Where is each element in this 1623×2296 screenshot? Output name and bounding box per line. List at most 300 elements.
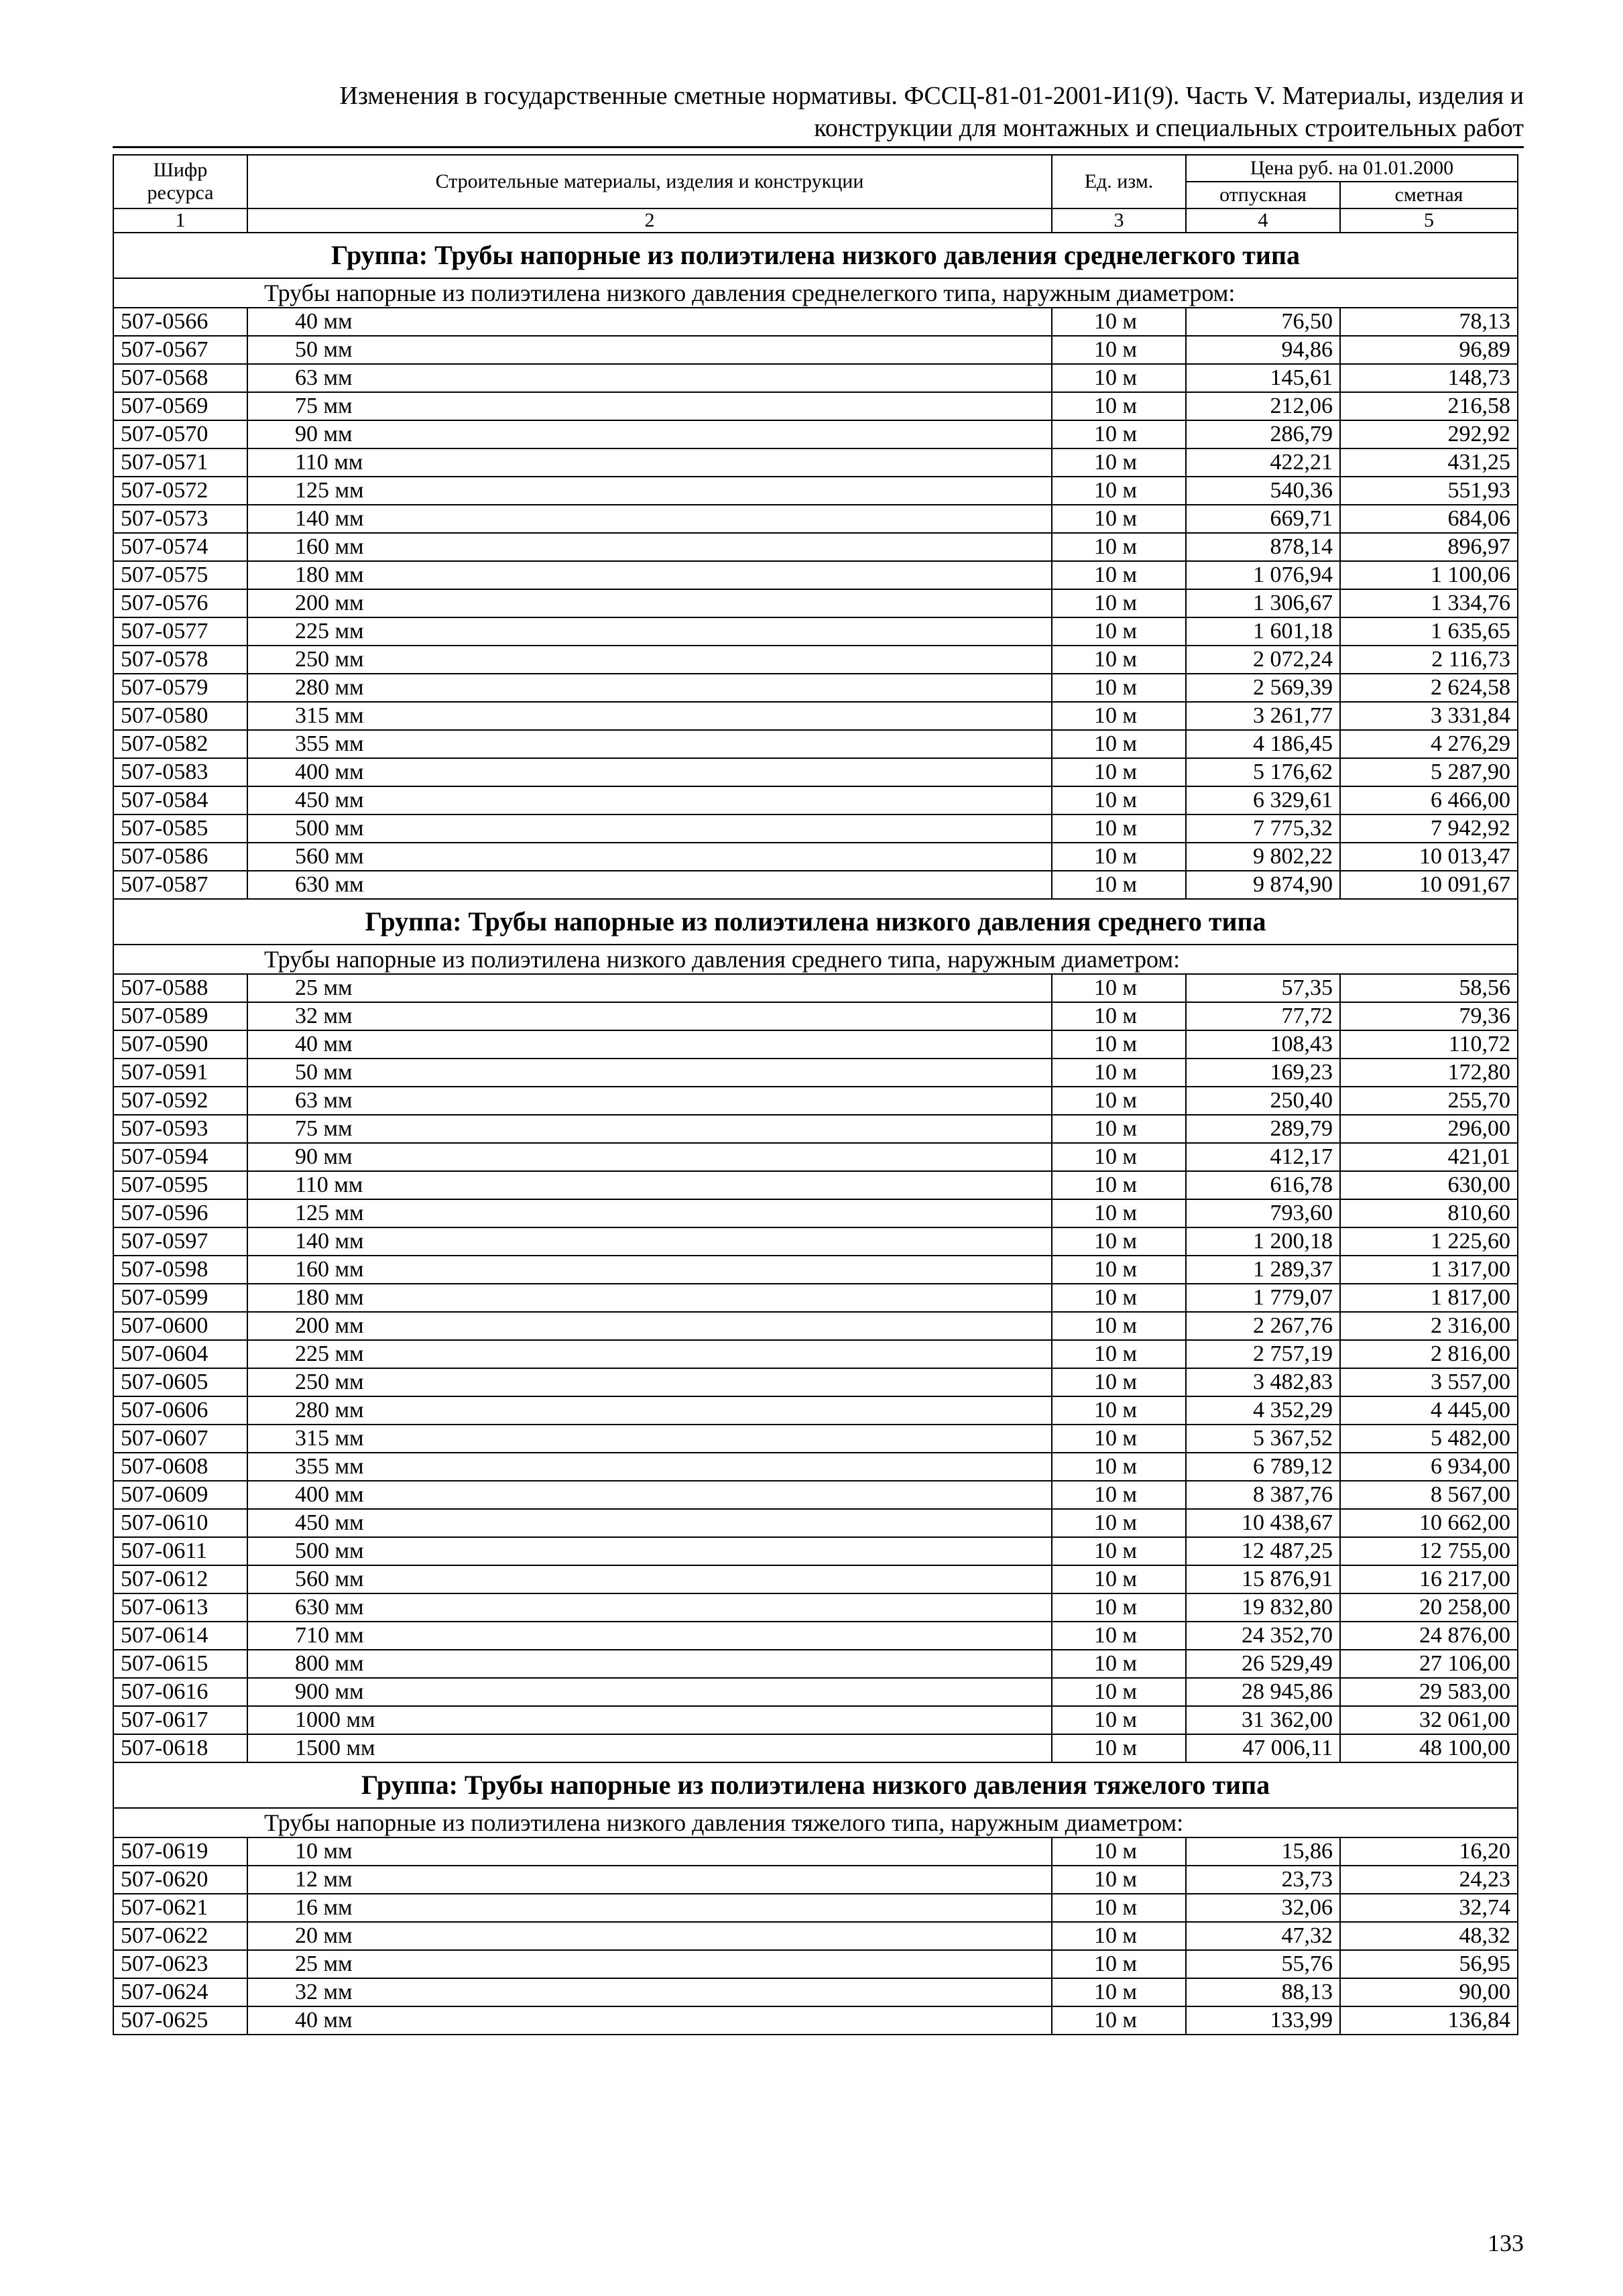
resource-code-cell: 507-0597 [113,1227,247,1256]
estimate-price-cell: 6 466,00 [1340,786,1518,814]
release-price-cell: 3 261,77 [1186,702,1340,730]
unit-cell: 10 м [1052,1734,1186,1762]
column-header-estimate-price: сметная [1340,182,1518,208]
material-name-cell: 280 мм [247,1396,1052,1425]
unit-cell: 10 м [1052,1565,1186,1593]
unit-cell: 10 м [1052,1866,1186,1894]
unit-cell: 10 м [1052,730,1186,758]
resource-code-cell: 507-0592 [113,1087,247,1115]
table-row [113,1368,1518,1396]
unit-cell: 10 м [1052,1922,1186,1950]
resource-code-cell: 507-0566 [113,308,247,336]
unit-cell: 10 м [1052,2006,1186,2035]
resource-code-cell: 507-0569 [113,392,247,420]
table-row [113,1284,1518,1312]
unit-cell: 10 м [1052,561,1186,589]
estimate-price-cell: 896,97 [1340,533,1518,561]
unit-cell: 10 м [1052,1396,1186,1425]
estimate-price-cell: 32 061,00 [1340,1706,1518,1734]
table-row [113,974,1518,1002]
table-row [113,364,1518,392]
resource-code-cell: 507-0583 [113,758,247,786]
estimate-price-cell: 10 662,00 [1340,1509,1518,1537]
estimate-price-cell: 810,60 [1340,1199,1518,1227]
resource-code-cell: 507-0568 [113,364,247,392]
estimate-price-cell: 3 557,00 [1340,1368,1518,1396]
estimate-price-cell: 6 934,00 [1340,1453,1518,1481]
resource-code-cell: 507-0624 [113,1978,247,2006]
page-number: 133 [1488,2230,1524,2256]
release-price-cell: 616,78 [1186,1171,1340,1199]
estimate-price-cell: 78,13 [1340,308,1518,336]
estimate-price-cell: 1 225,60 [1340,1227,1518,1256]
material-name-cell: 200 мм [247,589,1052,617]
estimate-price-cell: 48 100,00 [1340,1734,1518,1762]
unit-cell: 10 м [1052,364,1186,392]
table-row [113,1650,1518,1678]
resource-code-cell: 507-0578 [113,646,247,674]
estimate-price-cell: 110,72 [1340,1030,1518,1059]
release-price-cell: 6 329,61 [1186,786,1340,814]
column-number: 2 [247,208,1052,233]
release-price-cell: 5 176,62 [1186,758,1340,786]
table-row [113,336,1518,364]
material-name-cell: 355 мм [247,730,1052,758]
release-price-cell: 23,73 [1186,1866,1340,1894]
material-name-cell: 110 мм [247,1171,1052,1199]
resource-code-cell: 507-0580 [113,702,247,730]
estimate-price-cell: 1 817,00 [1340,1284,1518,1312]
table-row [113,505,1518,533]
release-price-cell: 10 438,67 [1186,1509,1340,1537]
release-price-cell: 26 529,49 [1186,1650,1340,1678]
table-row [113,1425,1518,1453]
estimate-price-cell: 172,80 [1340,1059,1518,1087]
resource-code-cell: 507-0617 [113,1706,247,1734]
estimate-price-cell: 8 567,00 [1340,1481,1518,1509]
resource-code-cell: 507-0585 [113,814,247,843]
table-row [113,392,1518,420]
resource-code-cell: 507-0605 [113,1368,247,1396]
material-name-cell: 250 мм [247,646,1052,674]
material-name-cell: 450 мм [247,786,1052,814]
release-price-cell: 88,13 [1186,1978,1340,2006]
unit-cell: 10 м [1052,1706,1186,1734]
resource-code-cell: 507-0586 [113,843,247,871]
resource-code-cell: 507-0570 [113,420,247,448]
table-row [113,1227,1518,1256]
table-row [113,477,1518,505]
material-name-cell: 315 мм [247,702,1052,730]
release-price-cell: 669,71 [1186,505,1340,533]
table-row [113,1143,1518,1171]
resource-code-cell: 507-0621 [113,1894,247,1922]
material-name-cell: 10 мм [247,1837,1052,1866]
estimate-price-cell: 5 482,00 [1340,1425,1518,1453]
table-row [113,1396,1518,1425]
material-name-cell: 12 мм [247,1866,1052,1894]
estimate-price-cell: 96,89 [1340,336,1518,364]
table-row [113,871,1518,899]
group-subtitle-row [113,1808,1518,1837]
release-price-cell: 12 487,25 [1186,1537,1340,1565]
release-price-cell: 540,36 [1186,477,1340,505]
release-price-cell: 76,50 [1186,308,1340,336]
material-name-cell: 160 мм [247,1256,1052,1284]
estimate-price-cell: 20 258,00 [1340,1593,1518,1622]
group-heading-row [113,899,1518,945]
unit-cell: 10 м [1052,1453,1186,1481]
column-number: 5 [1340,208,1518,233]
unit-cell: 10 м [1052,617,1186,646]
release-price-cell: 6 789,12 [1186,1453,1340,1481]
release-price-cell: 1 601,18 [1186,617,1340,646]
material-name-cell: 710 мм [247,1622,1052,1650]
material-name-cell: 50 мм [247,1059,1052,1087]
unit-cell: 10 м [1052,336,1186,364]
material-name-cell: 20 мм [247,1922,1052,1950]
unit-cell: 10 м [1052,420,1186,448]
unit-cell: 10 м [1052,1199,1186,1227]
material-name-cell: 200 мм [247,1312,1052,1340]
release-price-cell: 55,76 [1186,1950,1340,1978]
unit-cell: 10 м [1052,1002,1186,1030]
material-name-cell: 630 мм [247,1593,1052,1622]
unit-cell: 10 м [1052,392,1186,420]
document-header-line-1: Изменения в государственные сметные нормативы. ФССЦ-81-01-2001-И1(9). Часть V. Материалы, изделия и [339,82,1524,110]
group-subtitle: Трубы напорные из полиэтилена низкого давления среднелегкого типа, наружным диаметром: [113,278,1518,308]
release-price-cell: 47,32 [1186,1922,1340,1950]
release-price-cell: 289,79 [1186,1115,1340,1143]
resource-code-cell: 507-0594 [113,1143,247,1171]
material-name-cell: 560 мм [247,843,1052,871]
release-price-cell: 1 076,94 [1186,561,1340,589]
resource-code-cell: 507-0625 [113,2006,247,2035]
material-name-cell: 630 мм [247,871,1052,899]
resource-code-cell: 507-0614 [113,1622,247,1650]
table-row [113,1030,1518,1059]
material-name-cell: 1500 мм [247,1734,1052,1762]
estimate-price-cell: 79,36 [1340,1002,1518,1030]
estimate-price-cell: 3 331,84 [1340,702,1518,730]
table-row [113,1312,1518,1340]
release-price-cell: 19 832,80 [1186,1593,1340,1622]
estimate-price-cell: 12 755,00 [1340,1537,1518,1565]
resource-code-cell: 507-0590 [113,1030,247,1059]
table-row [113,1256,1518,1284]
release-price-cell: 108,43 [1186,1030,1340,1059]
release-price-cell: 32,06 [1186,1894,1340,1922]
resource-code-cell: 507-0620 [113,1866,247,1894]
table-row [113,702,1518,730]
material-name-cell: 500 мм [247,814,1052,843]
table-row [113,308,1518,336]
resource-code-cell: 507-0618 [113,1734,247,1762]
unit-cell: 10 м [1052,702,1186,730]
table-row [113,1894,1518,1922]
table-row [113,1922,1518,1950]
resource-code-cell: 507-0584 [113,786,247,814]
material-name-cell: 75 мм [247,392,1052,420]
unit-cell: 10 м [1052,1837,1186,1866]
table-row [113,814,1518,843]
table-row [113,1593,1518,1622]
release-price-cell: 169,23 [1186,1059,1340,1087]
column-header-name: Строительные материалы, изделия и конструкции [247,155,1052,208]
resource-code-cell: 507-0600 [113,1312,247,1340]
table-row [113,1002,1518,1030]
resource-code-cell: 507-0599 [113,1284,247,1312]
unit-cell: 10 м [1052,814,1186,843]
release-price-cell: 1 200,18 [1186,1227,1340,1256]
release-price-cell: 1 289,37 [1186,1256,1340,1284]
unit-cell: 10 м [1052,1537,1186,1565]
table-row [113,1837,1518,1866]
column-number-row [113,208,1518,233]
resource-code-cell: 507-0575 [113,561,247,589]
material-name-cell: 160 мм [247,533,1052,561]
table-row [113,1509,1518,1537]
release-price-cell: 7 775,32 [1186,814,1340,843]
estimate-price-cell: 16,20 [1340,1837,1518,1866]
estimate-price-cell: 1 334,76 [1340,589,1518,617]
release-price-cell: 5 367,52 [1186,1425,1340,1453]
estimate-price-cell: 216,58 [1340,392,1518,420]
unit-cell: 10 м [1052,1894,1186,1922]
material-name-cell: 40 мм [247,1030,1052,1059]
material-name-cell: 180 мм [247,1284,1052,1312]
material-name-cell: 25 мм [247,974,1052,1002]
table-row [113,1453,1518,1481]
unit-cell: 10 м [1052,1481,1186,1509]
table-row [113,1059,1518,1087]
table-row [113,1171,1518,1199]
unit-cell: 10 м [1052,646,1186,674]
resource-code-cell: 507-0606 [113,1396,247,1425]
material-name-cell: 140 мм [247,505,1052,533]
material-name-cell: 280 мм [247,674,1052,702]
unit-cell: 10 м [1052,448,1186,477]
unit-cell: 10 м [1052,533,1186,561]
unit-cell: 10 м [1052,786,1186,814]
resource-code-cell: 507-0577 [113,617,247,646]
resource-code-cell: 507-0588 [113,974,247,1002]
estimate-price-cell: 1 635,65 [1340,617,1518,646]
resource-code-cell: 507-0589 [113,1002,247,1030]
material-name-cell: 225 мм [247,1340,1052,1368]
release-price-cell: 57,35 [1186,974,1340,1002]
material-name-cell: 315 мм [247,1425,1052,1453]
table-row [113,1115,1518,1143]
table-row [113,533,1518,561]
estimate-price-cell: 5 287,90 [1340,758,1518,786]
table-row [113,1087,1518,1115]
unit-cell: 10 м [1052,1171,1186,1199]
estimate-price-cell: 421,01 [1340,1143,1518,1171]
resource-code-cell: 507-0567 [113,336,247,364]
estimate-price-cell: 56,95 [1340,1950,1518,1978]
release-price-cell: 2 569,39 [1186,674,1340,702]
material-name-cell: 63 мм [247,1087,1052,1115]
table-row [113,2006,1518,2035]
unit-cell: 10 м [1052,477,1186,505]
estimate-price-cell: 2 316,00 [1340,1312,1518,1340]
release-price-cell: 2 757,19 [1186,1340,1340,1368]
unit-cell: 10 м [1052,1509,1186,1537]
release-price-cell: 422,21 [1186,448,1340,477]
release-price-cell: 1 779,07 [1186,1284,1340,1312]
group-subtitle-row [113,945,1518,974]
release-price-cell: 412,17 [1186,1143,1340,1171]
document-header-line-2: конструкции для монтажных и специальных строительных работ [814,114,1524,142]
resource-code-cell: 507-0574 [113,533,247,561]
table-row [113,1734,1518,1762]
table-row [113,589,1518,617]
resource-code-cell: 507-0579 [113,674,247,702]
material-name-cell: 25 мм [247,1950,1052,1978]
material-name-cell: 450 мм [247,1509,1052,1537]
unit-cell: 10 м [1052,974,1186,1002]
unit-cell: 10 м [1052,1087,1186,1115]
resource-code-cell: 507-0622 [113,1922,247,1950]
estimate-price-cell: 48,32 [1340,1922,1518,1950]
material-name-cell: 225 мм [247,617,1052,646]
table-row [113,1706,1518,1734]
estimate-price-cell: 58,56 [1340,974,1518,1002]
release-price-cell: 9 874,90 [1186,871,1340,899]
unit-cell: 10 м [1052,843,1186,871]
resource-code-cell: 507-0610 [113,1509,247,1537]
release-price-cell: 878,14 [1186,533,1340,561]
column-header-price: Цена руб. на 01.01.2000 [1186,155,1518,182]
resource-code-cell: 507-0595 [113,1171,247,1199]
release-price-cell: 3 482,83 [1186,1368,1340,1396]
estimate-price-cell: 27 106,00 [1340,1650,1518,1678]
group-subtitle: Трубы напорные из полиэтилена низкого давления среднего типа, наружным диаметром: [113,945,1518,974]
estimate-price-cell: 10 013,47 [1340,843,1518,871]
material-name-cell: 125 мм [247,477,1052,505]
header-divider [113,146,1524,148]
material-name-cell: 50 мм [247,336,1052,364]
table-row [113,420,1518,448]
release-price-cell: 793,60 [1186,1199,1340,1227]
material-name-cell: 1000 мм [247,1706,1052,1734]
material-name-cell: 355 мм [247,1453,1052,1481]
resource-code-cell: 507-0609 [113,1481,247,1509]
estimate-price-cell: 24,23 [1340,1866,1518,1894]
table-row [113,1340,1518,1368]
table-body [113,233,1518,2035]
resource-code-cell: 507-0573 [113,505,247,533]
unit-cell: 10 м [1052,1340,1186,1368]
table-row [113,1537,1518,1565]
material-name-cell: 180 мм [247,561,1052,589]
table-header [113,155,1518,233]
table-row [113,843,1518,871]
resource-code-cell: 507-0604 [113,1340,247,1368]
resource-code-cell: 507-0607 [113,1425,247,1453]
estimate-price-cell: 431,25 [1340,448,1518,477]
group-title: Группа: Трубы напорные из полиэтилена низкого давления тяжелого типа [113,1762,1518,1808]
unit-cell: 10 м [1052,1950,1186,1978]
release-price-cell: 94,86 [1186,336,1340,364]
release-price-cell: 77,72 [1186,1002,1340,1030]
estimate-price-cell: 148,73 [1340,364,1518,392]
material-name-cell: 40 мм [247,308,1052,336]
group-title: Группа: Трубы напорные из полиэтилена низкого давления среднего типа [113,899,1518,945]
estimate-price-cell: 684,06 [1340,505,1518,533]
release-price-cell: 4 352,29 [1186,1396,1340,1425]
material-name-cell: 560 мм [247,1565,1052,1593]
resource-code-cell: 507-0608 [113,1453,247,1481]
release-price-cell: 15,86 [1186,1837,1340,1866]
release-price-cell: 15 876,91 [1186,1565,1340,1593]
table-row [113,786,1518,814]
estimate-price-cell: 296,00 [1340,1115,1518,1143]
group-heading-row [113,1762,1518,1808]
release-price-cell: 8 387,76 [1186,1481,1340,1509]
unit-cell: 10 м [1052,1425,1186,1453]
material-name-cell: 250 мм [247,1368,1052,1396]
resource-code-cell: 507-0587 [113,871,247,899]
release-price-cell: 9 802,22 [1186,843,1340,871]
unit-cell: 10 м [1052,505,1186,533]
group-heading-row [113,233,1518,278]
release-price-cell: 47 006,11 [1186,1734,1340,1762]
material-name-cell: 800 мм [247,1650,1052,1678]
estimate-price-cell: 2 624,58 [1340,674,1518,702]
estimate-price-cell: 551,93 [1340,477,1518,505]
resource-code-cell: 507-0613 [113,1593,247,1622]
table-row [113,1678,1518,1706]
estimate-price-cell: 255,70 [1340,1087,1518,1115]
estimate-price-cell: 4 445,00 [1340,1396,1518,1425]
estimate-price-cell: 136,84 [1340,2006,1518,2035]
price-table [113,154,1518,2035]
unit-cell: 10 м [1052,1284,1186,1312]
resource-code-cell: 507-0571 [113,448,247,477]
material-name-cell: 16 мм [247,1894,1052,1922]
release-price-cell: 286,79 [1186,420,1340,448]
unit-cell: 10 м [1052,1622,1186,1650]
unit-cell: 10 м [1052,871,1186,899]
material-name-cell: 140 мм [247,1227,1052,1256]
material-name-cell: 63 мм [247,364,1052,392]
table-row [113,758,1518,786]
unit-cell: 10 м [1052,1650,1186,1678]
table-row [113,730,1518,758]
column-number: 3 [1052,208,1186,233]
estimate-price-cell: 292,92 [1340,420,1518,448]
estimate-price-cell: 2 816,00 [1340,1340,1518,1368]
release-price-cell: 2 072,24 [1186,646,1340,674]
resource-code-cell: 507-0612 [113,1565,247,1593]
estimate-price-cell: 32,74 [1340,1894,1518,1922]
release-price-cell: 4 186,45 [1186,730,1340,758]
resource-code-cell: 507-0593 [113,1115,247,1143]
unit-cell: 10 м [1052,308,1186,336]
estimate-price-cell: 29 583,00 [1340,1678,1518,1706]
estimate-price-cell: 24 876,00 [1340,1622,1518,1650]
unit-cell: 10 м [1052,1978,1186,2006]
unit-cell: 10 м [1052,1030,1186,1059]
column-number: 4 [1186,208,1340,233]
material-name-cell: 400 мм [247,1481,1052,1509]
group-subtitle-row [113,278,1518,308]
unit-cell: 10 м [1052,1256,1186,1284]
release-price-cell: 1 306,67 [1186,589,1340,617]
unit-cell: 10 м [1052,1678,1186,1706]
